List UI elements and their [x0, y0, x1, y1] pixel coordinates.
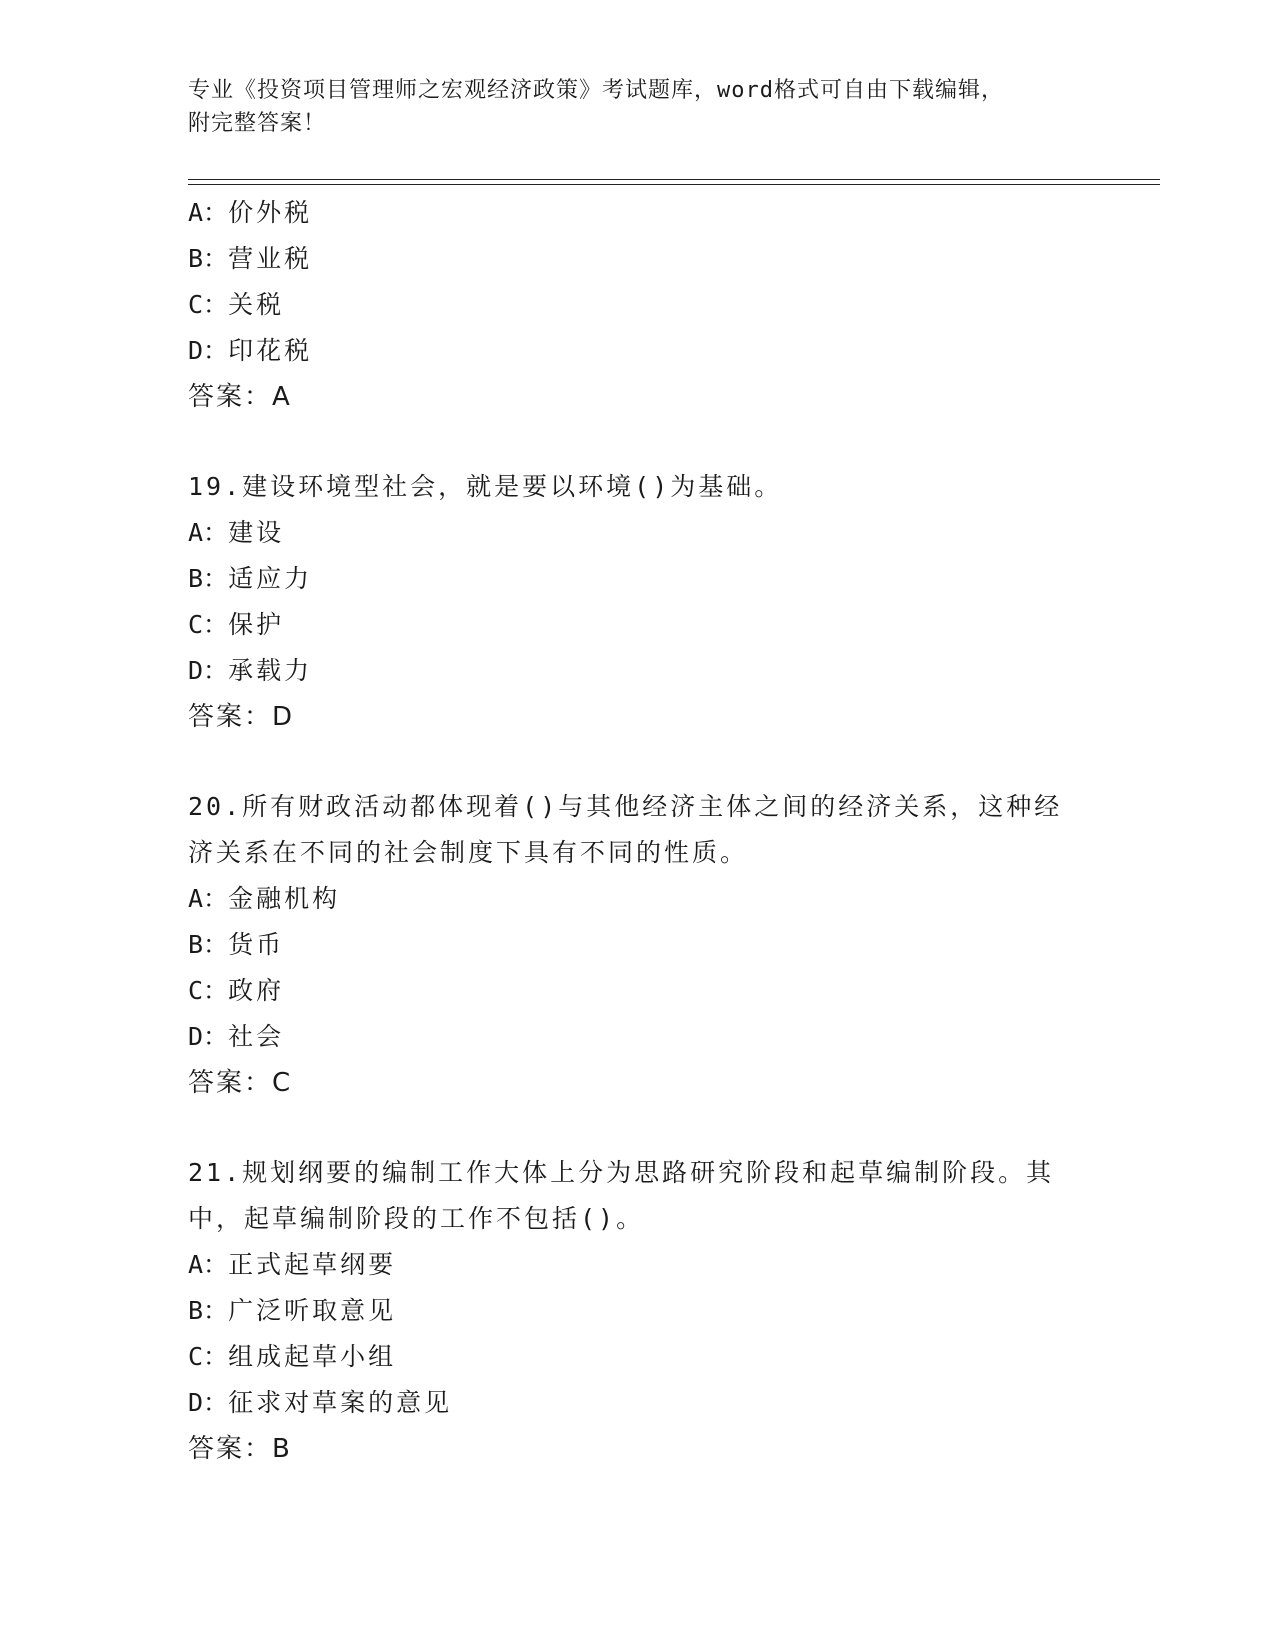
spacer	[188, 420, 1088, 464]
option-b: B：广泛听取意见	[188, 1296, 397, 1325]
option-c: C：组成起草小组	[188, 1342, 397, 1371]
question-block-21	[188, 1150, 1088, 1472]
answer-line: 答案：B	[188, 1434, 292, 1464]
header-divider-top	[188, 179, 1160, 180]
option-d: D：印花税	[188, 336, 313, 365]
document-header	[188, 74, 1088, 140]
option-c: C：关税	[188, 290, 285, 319]
option-b: B：营业税	[188, 244, 313, 273]
answer-line: 答案：D	[188, 702, 295, 732]
option-a: A：建设	[188, 518, 285, 547]
question-content	[188, 190, 1088, 1472]
question-stem: 19.建设环境型社会，就是要以环境()为基础。	[188, 472, 783, 501]
option-a: A：正式起草纲要	[188, 1250, 397, 1279]
question-block-19	[188, 464, 1088, 740]
header-line-1: 专业《投资项目管理师之宏观经济政策》考试题库，word格式可自由下载编辑，	[188, 78, 1004, 103]
spacer	[188, 740, 1088, 784]
header-line-2: 附完整答案！	[188, 111, 327, 136]
question-block-20	[188, 784, 1088, 1106]
question-stem: 20.所有财政活动都体现着()与其他经济主体之间的经济关系，这种经济关系在不同的社会制度下具有不同的性质。	[188, 792, 1063, 867]
option-a: A：价外税	[188, 198, 313, 227]
option-a: A：金融机构	[188, 884, 341, 913]
question-stem: 21.规划纲要的编制工作大体上分为思路研究阶段和起草编制阶段。其中，起草编制阶段的工作不包括()。	[188, 1158, 1055, 1233]
option-c: C：政府	[188, 976, 285, 1005]
option-d: D：社会	[188, 1022, 285, 1051]
option-b: B：适应力	[188, 564, 313, 593]
question-block-continued	[188, 190, 1088, 420]
header-divider-bottom	[188, 184, 1160, 185]
answer-line: 答案：C	[188, 1068, 293, 1098]
option-b: B：货币	[188, 930, 285, 959]
option-d: D：承载力	[188, 656, 313, 685]
answer-line: 答案：A	[188, 382, 292, 412]
spacer	[188, 1106, 1088, 1150]
option-d: D：征求对草案的意见	[188, 1388, 453, 1417]
option-c: C：保护	[188, 610, 285, 639]
